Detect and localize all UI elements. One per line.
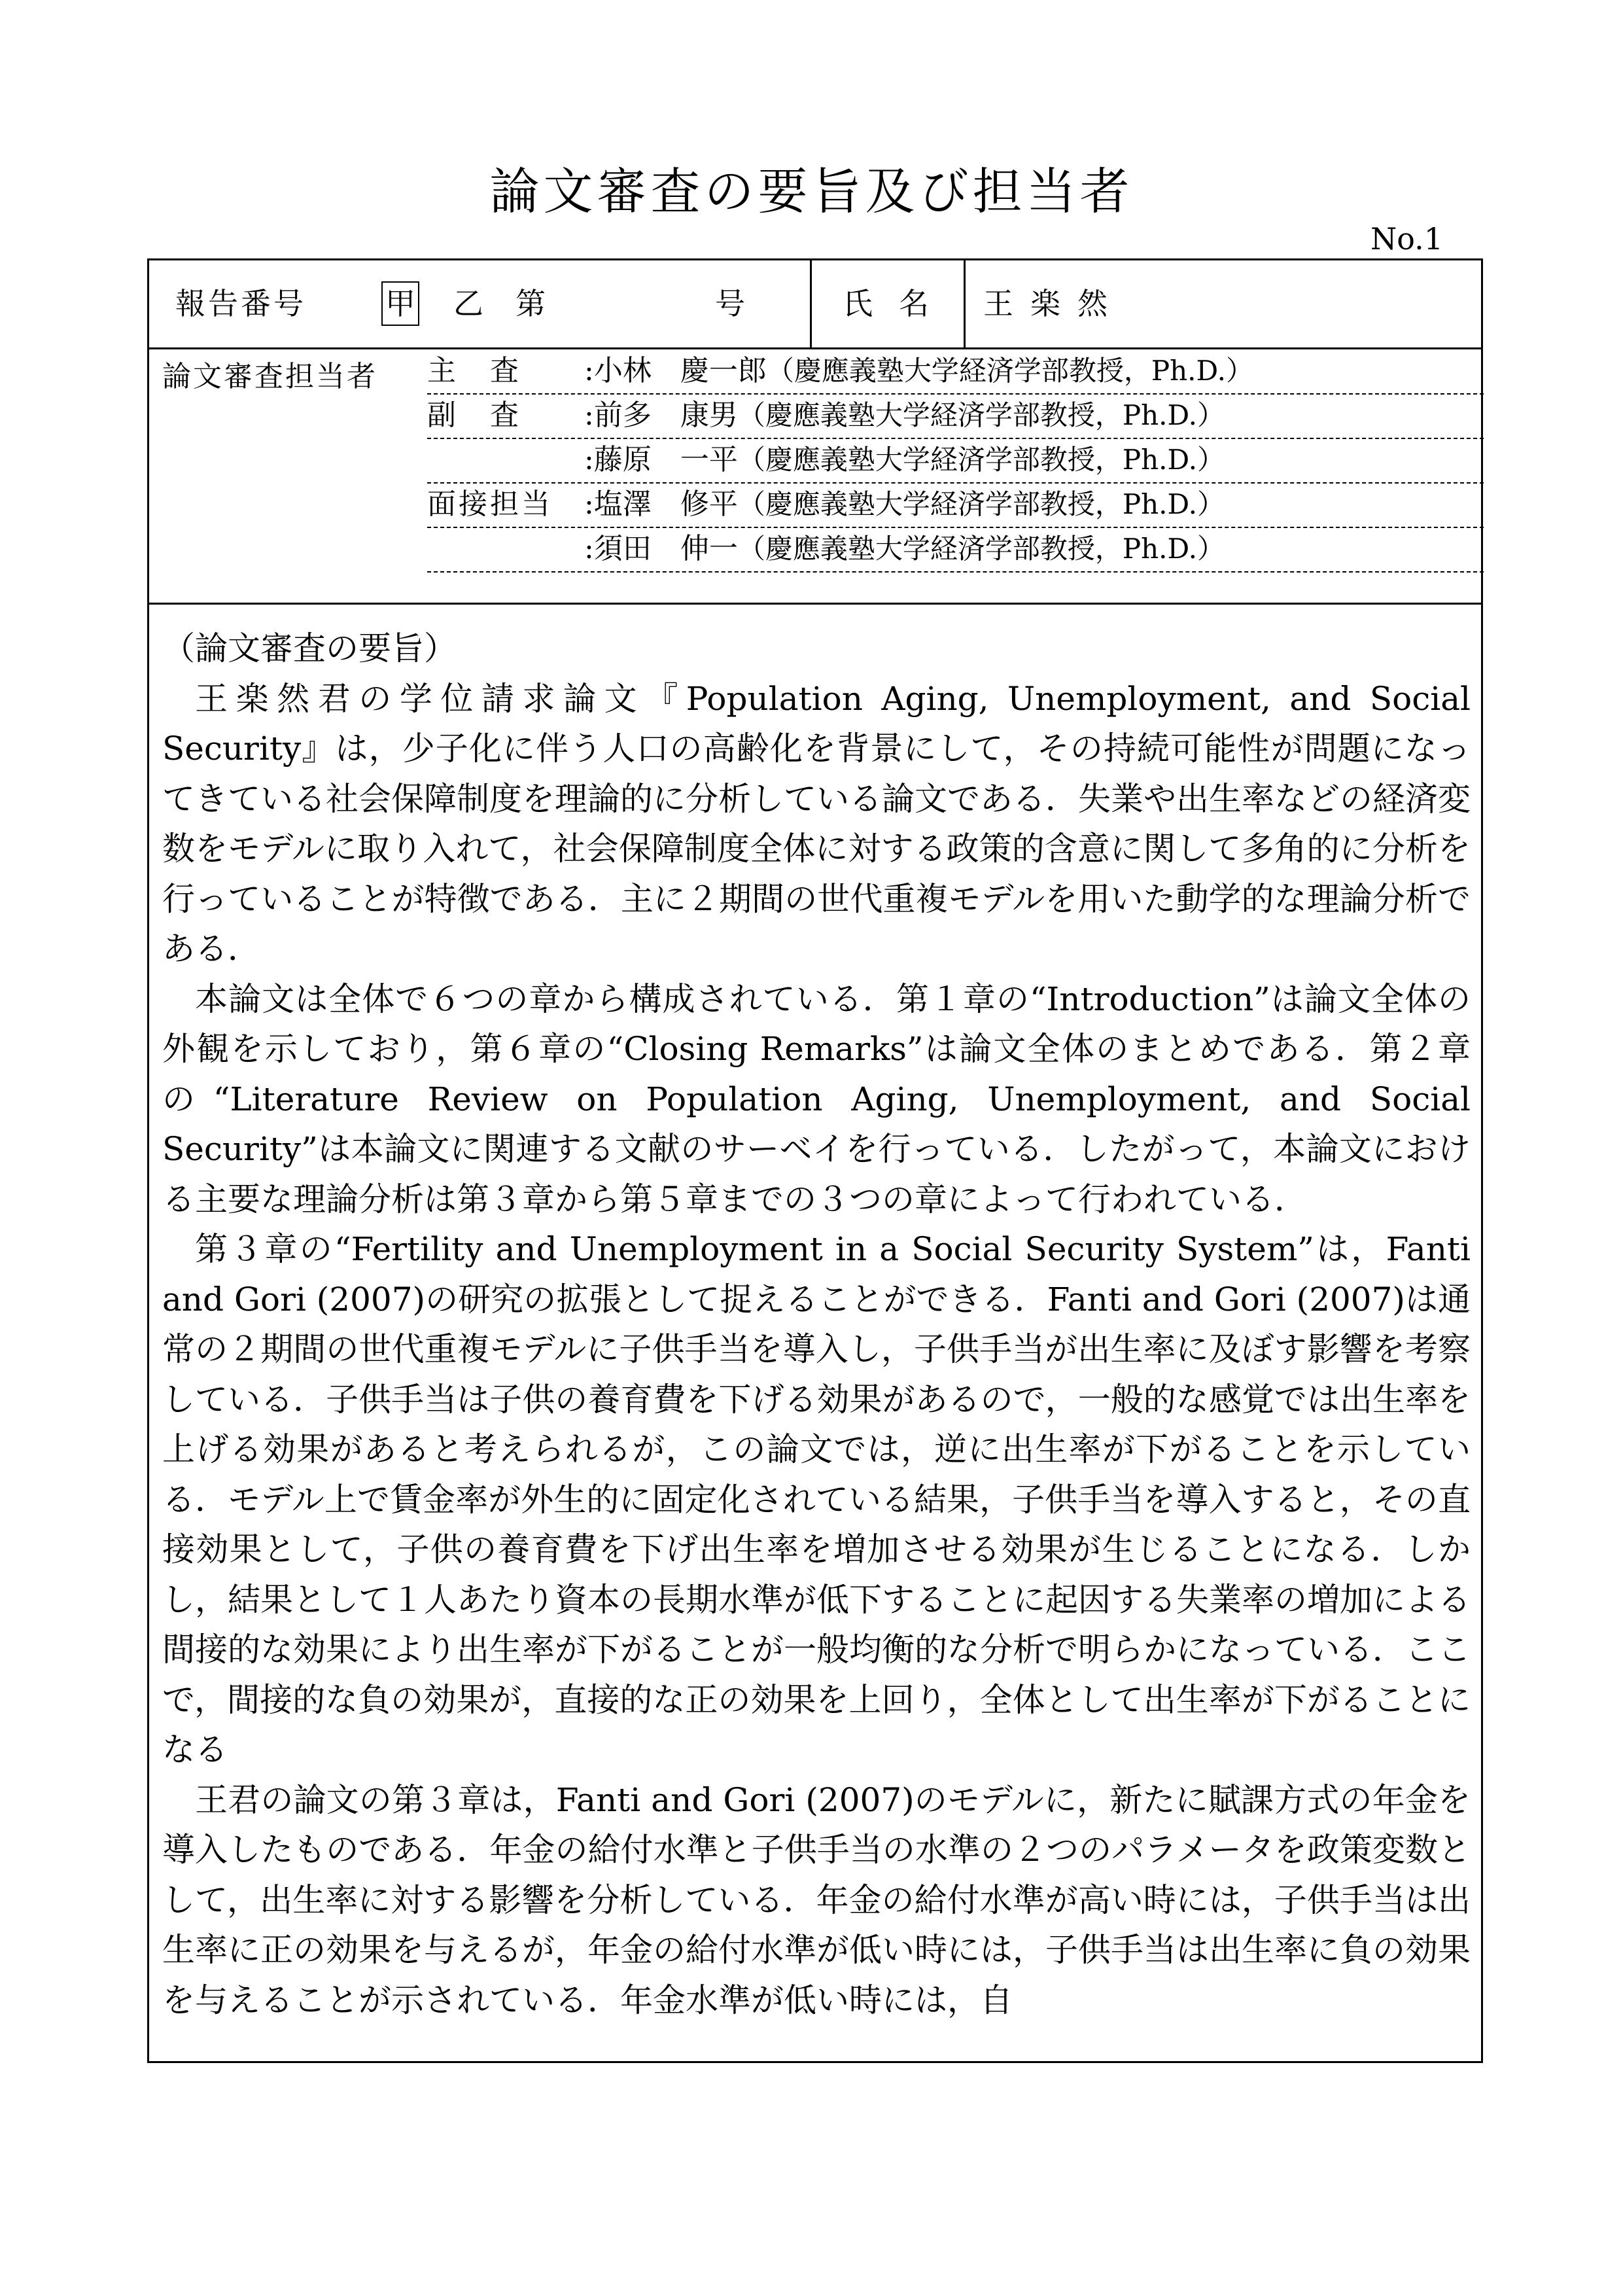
- examiner-name-text: :前多 康男: [584, 398, 738, 432]
- examiner-name-text: :小林 慶一郎: [584, 354, 767, 387]
- examiner-role: 面接担当: [427, 487, 553, 521]
- examiner-affiliation: （慶應義塾大学経済学部教授，Ph.D.）: [737, 399, 1225, 431]
- examiner-name: [584, 527, 1225, 571]
- examiner-name: [584, 349, 1253, 393]
- summary-paragraph: 王君の論文の第３章は，Fanti and Gori (2007)のモデルに，新たに賦課方式の年金を導入したものである．年金の給付水準と子供手当の水準の２つのパラメータを政策変数として，出生率に対する影響を分析している．年金の給付水準が高い時には，子供手当は出生率に正の効果を与えるが，年金の給付水準が低い時には，子供手当は出生率に負の効果を与えることが示されている．年金水準が低い時には，自: [162, 1780, 1471, 2019]
- examiner-name: [584, 393, 1225, 438]
- summary-paragraph: 王楽然君の学位請求論文『Population Aging, Unemployment, and Social Security』は，少子化に伴う人口の高齢化を背景にして，その持続可能性が問題になってきている社会保障制度を理論的に分析している論文である．失業や出生率などの経済変数をモデルに取り入れて，社会保障制度全体に対する政策的含意に関して多角的に分析を行っていることが特徴である．主に２期間の世代重複モデルを用いた動学的な理論分析である．: [162, 679, 1471, 968]
- review-form: [147, 258, 1483, 2063]
- examiner-role: 副 査: [427, 398, 521, 432]
- kou-mark: [381, 260, 419, 347]
- dai-label: 第: [515, 286, 546, 321]
- examiners-heading: 論文審査担当者: [162, 360, 377, 393]
- examiner-row: [427, 482, 1484, 528]
- review-summary: [162, 624, 1471, 2025]
- examiner-affiliation: （慶應義塾大学経済学部教授，Ph.D.）: [737, 444, 1225, 476]
- kou-boxed: 甲: [381, 281, 419, 326]
- examiner-affiliation: （慶應義塾大学経済学部教授，Ph.D.）: [737, 488, 1225, 520]
- column-divider: [964, 260, 966, 347]
- examiner-affiliation: （慶應義塾大学経済学部教授，Ph.D.）: [766, 355, 1254, 387]
- report-number-row: [149, 260, 1481, 349]
- column-divider: [810, 260, 812, 347]
- document-number: No.1: [1370, 221, 1443, 256]
- summary-paragraph: 第３章の“Fertility and Unemployment in a Social Security System”は，Fanti and Gori (2007)の研究の拡張として捉えることができる．Fanti and Gori (2007)は通常の２期間の世代重複モデルに子供手当を導入し，子供手当が出生率に及ぼす影響を考察している．子供手当は子供の養育費を下げる効果があるので，一般的な感覚では出生率を上げる効果があると考えられるが，この論文では，逆に出生率が下がることを示している．モデル上で賃金率が外生的に固定化されている結果，子供手当を導入すると，その直接効果として，子供の養育費を下げ出生率を増加させる効果が生じることになる．しかし，結果として１人あたり資本の長期水準が低下することに起因する失業率の増加による間接的な効果により出生率が下がることが一般均衡的な分析で明らかになっている．ここで，間接的な負の効果が，直接的な正の効果を上回り，全体として出生率が下がることになる: [162, 1230, 1471, 1769]
- examiners-section: [149, 347, 1481, 605]
- report-number-label: 報告番号: [175, 286, 306, 321]
- examiner-name-text: :藤原 一平: [584, 443, 738, 476]
- summary-paragraph: 本論文は全体で６つの章から構成されている．第１章の“Introduction”は論文全体の外観を示しており，第６章の“Closing Remarks”は論文全体のまとめである．第２章の“Literature Review on Population Aging, Unemployment, and Social Security”は本論文に関連する文献のサーベイを行っている．したがって，本論文における主要な理論分析は第３章から第５章までの３つの章によって行われている．: [162, 980, 1471, 1218]
- examiner-row: [427, 438, 1484, 484]
- examiner-role: 主 査: [427, 354, 521, 387]
- examiner-name: [584, 438, 1225, 482]
- name-label: 氏名: [843, 286, 955, 321]
- candidate-name: 王楽然: [983, 286, 1125, 321]
- gou-label: 号: [715, 286, 745, 321]
- examiner-row: [427, 393, 1484, 439]
- examiner-name-text: :塩澤 修平: [584, 487, 738, 521]
- examiner-row: [427, 527, 1484, 573]
- examiner-name: [584, 482, 1225, 527]
- examiner-affiliation: （慶應義塾大学経済学部教授，Ph.D.）: [737, 533, 1225, 565]
- examiner-name-text: :須田 伸一: [584, 532, 738, 565]
- examiner-row: [427, 349, 1484, 395]
- otsu-mark: 乙: [453, 286, 483, 321]
- document-title: 論文審査の要旨及び担当者: [489, 162, 1134, 221]
- summary-heading: （論文審査の要旨）: [162, 629, 457, 667]
